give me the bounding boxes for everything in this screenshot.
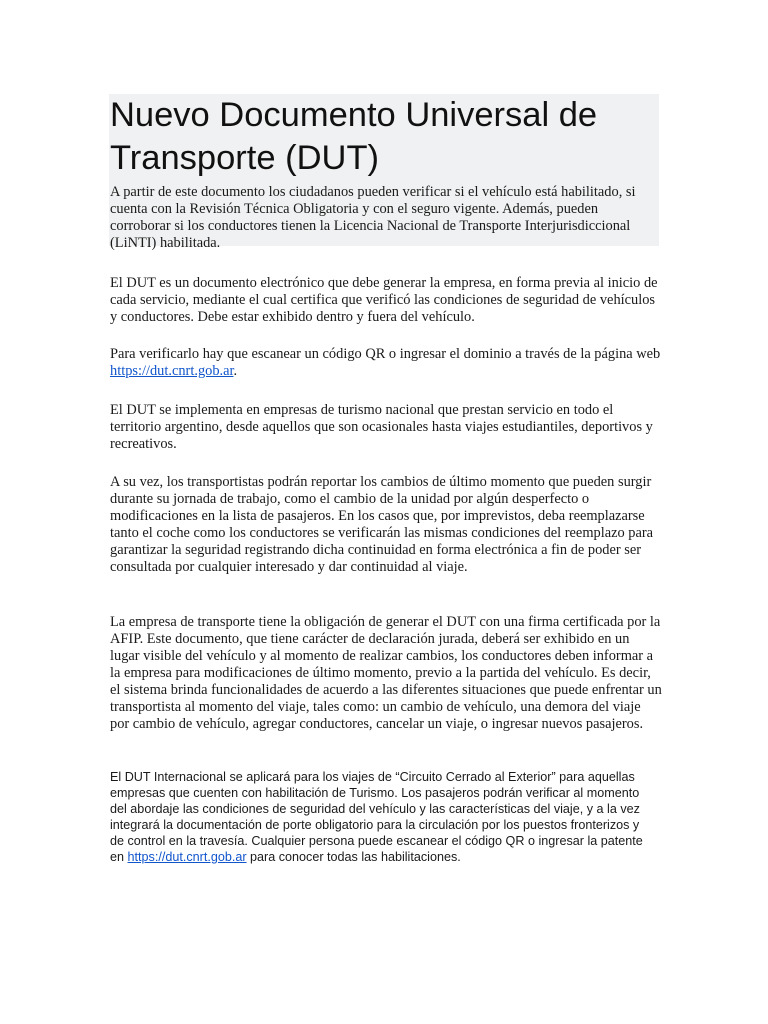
paragraph-dut-international-text: El DUT Internacional se aplicará para los viajes de “Circuito Cerrado al Exterior” para aquellas empresas que cuenten con habilitación de Turismo. Los pasajeros podrán verificar al momento del abordaje las condiciones de seguridad del vehículo y las características del viaje, y a la vez integrará la documentación de porte obligatorio para la circulación por los puestos fronterizos y de control en la travesía. Cualquier persona puede escanear el código QR o ingresar la patente en: [110, 770, 643, 864]
document-title: Nuevo Documento Universal de Transporte (DUT): [110, 96, 598, 177]
paragraph-last-minute-changes: A su vez, los transportistas podrán reportar los cambios de último momento que pueden surgir durante su jornada de trabajo, como el cambio de la unidad por algún desperfecto o modificaciones en la lista de pasajeros. En los casos que, por imprevistos, deba reemplazarse tanto el coche como los conductores se verificarán las mismas condiciones del reemplazo para garantizar la seguridad registrando dicha continuidad en forma electrónica a fin de poder ser consultada por cualquier interesado y dar continuidad al viaje.: [110, 474, 654, 575]
paragraph-dut-definition: El DUT es un documento electrónico que debe generar la empresa, en forma previa al inicio de cada servicio, mediante el cual certifica que verificó las condiciones de seguridad de vehículos y conductores. Debe estar exhibido dentro y fuera del vehículo.: [110, 275, 658, 325]
dut-website-link-international[interactable]: https://dut.cnrt.gob.ar: [127, 849, 247, 864]
paragraph-verification-text: Para verificarlo hay que escanear un código QR o ingresar el dominio a través de la página web: [110, 346, 661, 362]
paragraph-implementation: El DUT se implementa en empresas de turismo nacional que prestan servicio en todo el territorio argentino, desde aquellos que son ocasionales hasta viajes estudiantiles, deportivos y recreativos.: [110, 402, 653, 452]
intro-paragraph: A partir de este documento los ciudadanos pueden verificar si el vehículo está habilitado, si cuenta con la Revisión Técnica Obligatoria y con el seguro vigente. Además, pueden corroborar si los conductores tienen la Licencia Nacional de Transporte Interjurisdiccional (LiNTI) habilitada.: [110, 184, 636, 251]
paragraph-dut-international: [110, 770, 656, 865]
paragraph-company-obligation: La empresa de transporte tiene la obligación de generar el DUT con una firma certificada por la AFIP. Este documento, que tiene carácter de declaración jurada, deberá ser exhibido en un lugar visible del vehículo y al momento de realizar cambios, los conductores deben informar a la empresa para modificaciones de último momento, previo a la partida del vehículo. Es decir, el sistema brinda funcionalidades de acuerdo a las diferentes situaciones que puede enfrentar un transportista al momento del viaje, tales como: un cambio de vehículo, una demora del viaje por cambio de vehículo, agregar conductores, cancelar un viaje, o ingresar nuevos pasajeros.: [110, 614, 662, 732]
paragraph-dut-international-end: para conocer todas las habilitaciones.: [246, 849, 461, 864]
dut-website-link[interactable]: https://dut.cnrt.gob.ar: [110, 363, 234, 379]
paragraph-verification: [110, 346, 662, 380]
paragraph-verification-end: .: [233, 363, 238, 379]
